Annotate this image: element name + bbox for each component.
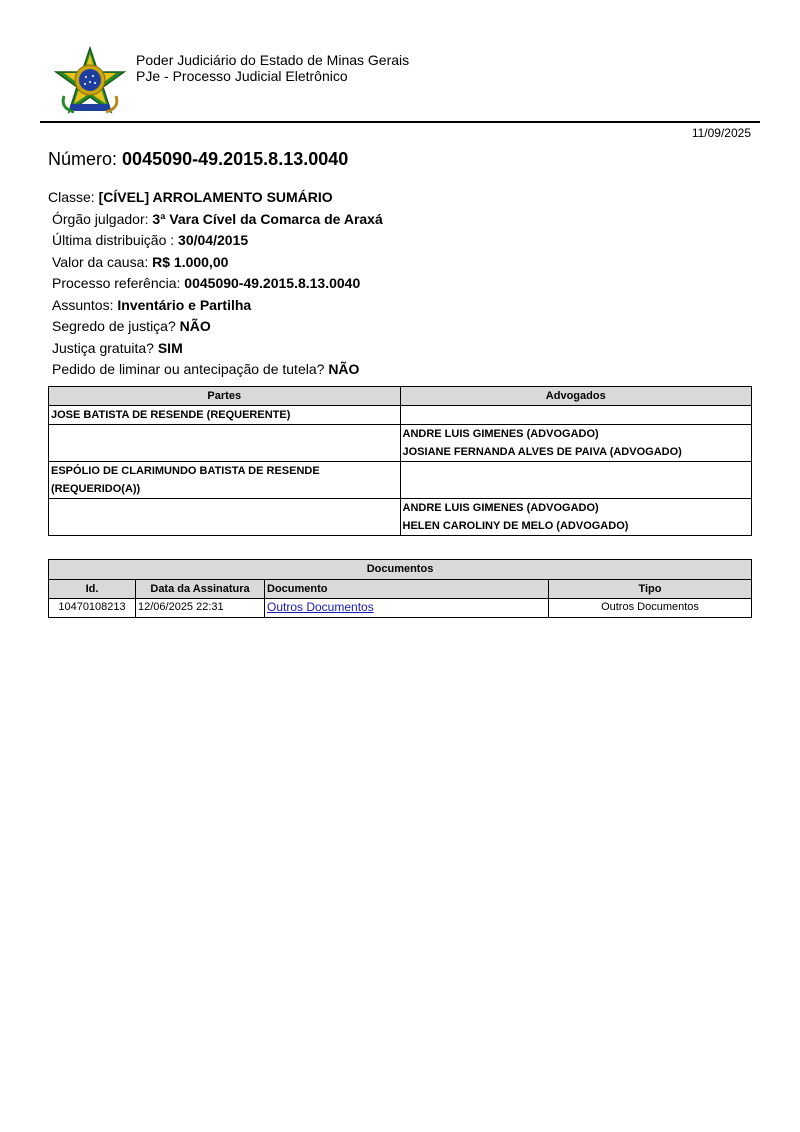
party-cell: JOSE BATISTA DE RESENDE (REQUERENTE): [49, 406, 401, 425]
column-header-id: Id.: [49, 580, 136, 599]
table-row: [49, 462, 752, 499]
field-label: Processo referência:: [52, 275, 181, 291]
documents-caption: Documentos: [49, 560, 752, 580]
field-classe: [48, 187, 383, 209]
table-row: [49, 499, 752, 536]
field-referencia: [48, 273, 383, 295]
party-cell-empty: [49, 499, 401, 536]
lawyer-cell-empty: [400, 462, 752, 499]
field-orgao: [48, 209, 383, 231]
table-row: [49, 425, 752, 462]
party-cell: [49, 462, 401, 499]
doc-type: Outros Documentos: [549, 599, 752, 618]
org-line-1: Poder Judiciário do Estado de Minas Gerais: [136, 52, 410, 68]
doc-cell: [265, 599, 549, 618]
header-divider: [40, 121, 760, 123]
process-number: [48, 149, 348, 170]
field-valor: [48, 252, 383, 274]
field-value: Inventário e Partilha: [117, 296, 252, 313]
field-gratuita: [48, 338, 383, 360]
column-header-advogados: Advogados: [400, 387, 752, 406]
field-segredo: [48, 316, 383, 338]
lawyer-cell-empty: [400, 406, 752, 425]
field-label: Justiça gratuita?: [52, 339, 154, 356]
field-liminar: [48, 359, 383, 381]
party-name: ESPÓLIO DE CLARIMUNDO BATISTA DE RESENDE: [51, 465, 320, 477]
page-header: [0, 0, 800, 122]
party-role: (REQUERIDO(A)): [51, 483, 141, 495]
process-number-label: Número:: [48, 149, 118, 169]
field-label: Pedido de liminar ou antecipação de tutela?: [52, 361, 325, 377]
field-label: Segredo de justiça?: [52, 318, 176, 334]
field-value: 30/04/2015: [178, 232, 249, 248]
lawyer-cell: [400, 425, 752, 462]
field-value: NÃO: [328, 361, 360, 377]
field-label: Última distribuição :: [52, 232, 175, 248]
table-caption-row: [49, 560, 752, 580]
field-value: 0045090-49.2015.8.13.0040: [184, 275, 361, 291]
column-header-tipo: Tipo: [549, 580, 752, 599]
process-details: [48, 187, 383, 381]
table-row: [49, 406, 752, 425]
table-row: [49, 599, 752, 618]
brazil-coat-of-arms-icon: [54, 46, 126, 118]
field-label: Classe:: [48, 189, 95, 205]
parties-table: [48, 386, 752, 536]
lawyer-name: JOSIANE FERNANDA ALVES DE PAIVA (ADVOGADO): [402, 446, 682, 458]
field-value: [CÍVEL] ARROLAMENTO SUMÁRIO: [98, 189, 333, 205]
process-number-value: 0045090-49.2015.8.13.0040: [122, 149, 349, 169]
field-value: R$ 1.000,00: [152, 253, 229, 270]
lawyer-name: ANDRE LUIS GIMENES (ADVOGADO): [402, 428, 599, 440]
lawyer-cell: [400, 499, 752, 536]
field-value: SIM: [157, 339, 183, 356]
document-link[interactable]: Outros Documentos: [267, 600, 374, 614]
field-distribuicao: [48, 230, 383, 252]
field-label: Valor da causa:: [52, 253, 149, 270]
field-label: Assuntos:: [52, 296, 114, 313]
field-value: NÃO: [179, 318, 211, 334]
table-header-row: [49, 580, 752, 599]
field-value: 3ª Vara Cível da Comarca de Araxá: [152, 210, 383, 227]
doc-id: 10470108213: [49, 599, 136, 618]
column-header-data: Data da Assinatura: [136, 580, 265, 599]
org-line-2: PJe - Processo Judicial Eletrônico: [136, 68, 348, 84]
documents-table: [48, 559, 752, 618]
document-date: 11/09/2025: [691, 126, 751, 140]
lawyer-name: ANDRE LUIS GIMENES (ADVOGADO): [402, 502, 599, 514]
column-header-partes: Partes: [49, 387, 401, 406]
lawyer-name: HELEN CAROLINY DE MELO (ADVOGADO): [402, 520, 629, 532]
column-header-documento: Documento: [265, 580, 549, 599]
doc-date: 12/06/2025 22:31: [136, 599, 265, 618]
party-cell-empty: [49, 425, 401, 462]
field-label: Órgão julgador:: [52, 210, 149, 227]
table-header-row: [49, 387, 752, 406]
field-assuntos: [48, 295, 383, 317]
organization-name: [136, 52, 409, 84]
